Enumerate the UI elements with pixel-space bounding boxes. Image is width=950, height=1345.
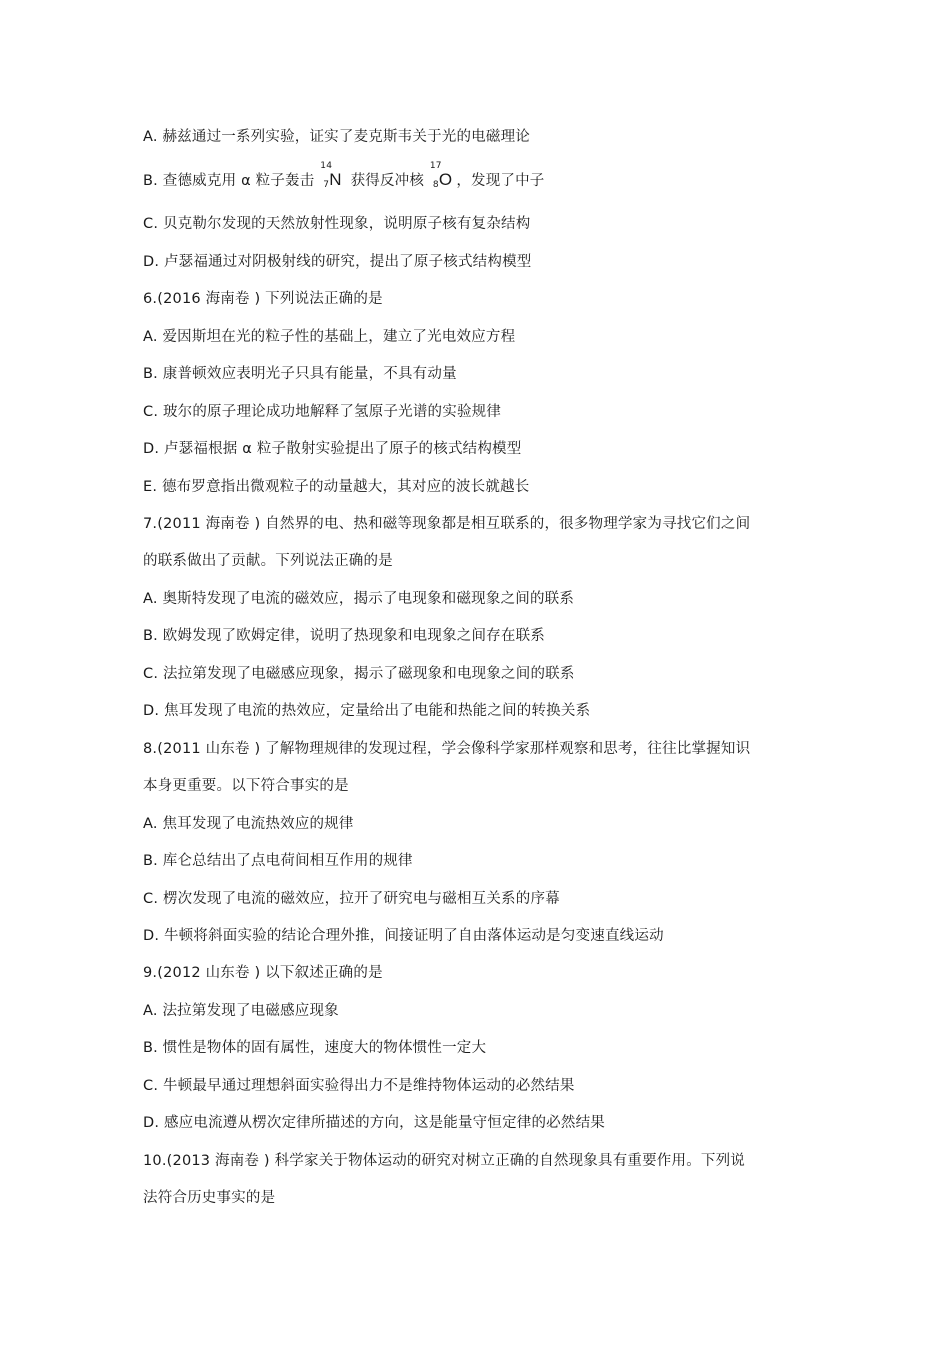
q7-option-c: C. 法拉第发现了电磁感应现象，揭示了磁现象和电现象之间的联系 <box>143 666 575 682</box>
q8-option-d: D. 牛顿将斜面实验的结论合理外推，间接证明了自由落体运动是匀变速直线运动 <box>143 928 664 944</box>
q7-option-d: D. 焦耳发现了电流的热效应，定量给出了电能和热能之间的转换关系 <box>143 703 591 719</box>
q8-option-b: B. 库仑总结出了点电荷间相互作用的规律 <box>143 853 413 869</box>
q5-option-b-suffix: ，发现了中子 <box>456 173 545 189</box>
q9-option-d: D. 感应电流遵从楞次定律所描述的方向，这是能量守恒定律的必然结果 <box>143 1115 605 1131</box>
q10-stem-line-2: 法符合历史事实的是 <box>143 1190 276 1206</box>
q6-option-e: E. 德布罗意指出微观粒子的动量越大，其对应的波长就越长 <box>143 479 530 495</box>
q6-option-c: C. 玻尔的原子理论成功地解释了氢原子光谱的实验规律 <box>143 404 502 420</box>
q8-stem-line-1: 8.(2011 山东卷 ) 了解物理规律的发现过程，学会像科学家那样观察和思考，往往比掌握知识 <box>143 741 751 757</box>
q7-stem-line-2: 的联系做出了贡献。下列说法正确的是 <box>143 553 393 569</box>
q6-option-b: B. 康普顿效应表明光子只具有能量，不具有动量 <box>143 366 457 382</box>
q9-option-c: C. 牛顿最早通过理想斜面实验得出力不是维持物体运动的必然结果 <box>143 1078 575 1094</box>
nuclide-symbol: O <box>438 170 453 189</box>
q5-option-b-middle: 获得反冲核 <box>350 173 425 189</box>
nuclide-mass-number: 14 <box>320 161 333 171</box>
q8-option-c: C. 楞次发现了电流的磁效应，拉开了研究电与磁相互关系的序幕 <box>143 891 560 907</box>
nuclide-atomic-number: 8 <box>432 180 439 190</box>
q9-stem: 9.(2012 山东卷 ) 以下叙述正确的是 <box>143 965 383 981</box>
q5-option-b <box>143 161 545 191</box>
q6-option-d: D. 卢瑟福根据 α 粒子散射实验提出了原子的核式结构模型 <box>143 441 522 457</box>
q7-option-a: A. 奥斯特发现了电流的磁效应，揭示了电现象和磁现象之间的联系 <box>143 591 575 607</box>
q8-stem-line-2: 本身更重要。以下符合事实的是 <box>143 778 349 794</box>
q7-option-b: B. 欧姆发现了欧姆定律，说明了热现象和电现象之间存在联系 <box>143 628 545 644</box>
nuclide-atomic-number: 7 <box>323 180 330 190</box>
q6-stem: 6.(2016 海南卷 ) 下列说法正确的是 <box>143 291 383 307</box>
nuclide-mass-number: 17 <box>429 161 442 171</box>
q5-option-d: D. 卢瑟福通过对阴极射线的研究，提出了原子核式结构模型 <box>143 254 532 270</box>
q10-stem-line-1: 10.(2013 海南卷 ) 科学家关于物体运动的研究对树立正确的自然现象具有重要作用。下列说 <box>143 1153 745 1169</box>
q5-option-a: A. 赫兹通过一系列实验，证实了麦克斯韦关于光的电磁理论 <box>143 129 530 145</box>
oxygen-17-nuclide <box>429 161 453 191</box>
q6-option-a: A. 爱因斯坦在光的粒子性的基础上，建立了光电效应方程 <box>143 329 516 345</box>
q8-option-a: A. 焦耳发现了电流热效应的规律 <box>143 816 354 832</box>
q9-option-a: A. 法拉第发现了电磁感应现象 <box>143 1003 339 1019</box>
q9-option-b: B. 惯性是物体的固有属性，速度大的物体惯性一定大 <box>143 1040 487 1056</box>
nuclide-symbol: N <box>329 170 342 189</box>
q5-option-b-prefix: B. 查德威克用 α 粒子轰击 <box>143 173 315 189</box>
q7-stem-line-1: 7.(2011 海南卷 ) 自然界的电、热和磁等现象都是相互联系的，很多物理学家为寻找它们之间 <box>143 516 751 532</box>
q5-option-c: C. 贝克勒尔发现的天然放射性现象，说明原子核有复杂结构 <box>143 216 531 232</box>
nitrogen-14-nuclide <box>320 161 342 191</box>
